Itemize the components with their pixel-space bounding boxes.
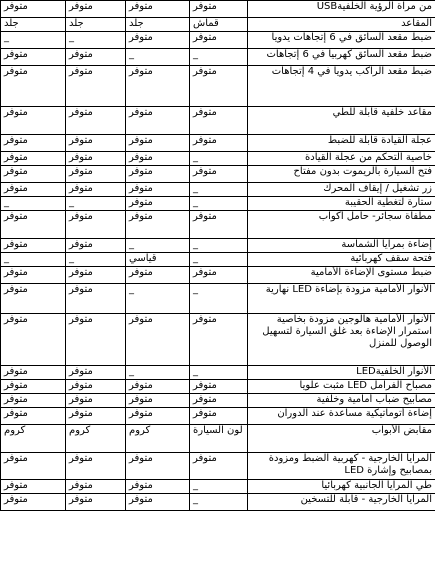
feature-cell: المرايا الخارجية - كهربية الضبط ومزودة بمصابيح وإشارة LED xyxy=(248,453,435,480)
value-cell: _ xyxy=(1,32,66,49)
table-row xyxy=(1,425,435,453)
value-cell: متوفر xyxy=(66,284,126,314)
feature-cell: فتح السيارة بالريموت بدون مفتاح xyxy=(248,166,435,183)
feature-cell: ستارة لتغطية الحقيبة xyxy=(248,197,435,211)
value-cell: متوفر xyxy=(1,453,66,480)
value-cell: متوفر xyxy=(190,408,248,425)
value-cell: متوفر xyxy=(66,394,126,408)
table-row xyxy=(1,1,435,18)
value-cell: كروم xyxy=(126,425,190,453)
value-cell: متوفر xyxy=(1,314,66,366)
feature-cell: فتحة سقف كهربائية xyxy=(248,253,435,267)
value-cell: متوفر xyxy=(126,394,190,408)
value-cell: _ xyxy=(190,480,248,494)
value-cell: _ xyxy=(190,152,248,166)
table-row xyxy=(1,239,435,253)
value-cell: _ xyxy=(126,284,190,314)
feature-cell: مصباح الفرامل LED مثبت علويا xyxy=(248,380,435,394)
value-cell: متوفر xyxy=(126,107,190,135)
feature-cell: مقابض الأبواب xyxy=(248,425,435,453)
feature-cell: مصابيح ضباب أمامية وخلفية xyxy=(248,394,435,408)
value-cell: جلد xyxy=(66,18,126,32)
feature-cell: الأنوار الأمامية هالوجين مزودة بخاصية استمرار الإضاءة بعد غلق السيارة لتسهيل الوصول للمنزل xyxy=(248,314,435,366)
value-cell: متوفر xyxy=(66,135,126,152)
value-cell: متوفر xyxy=(126,183,190,197)
feature-cell: الأنوار الخلفيةLED xyxy=(248,366,435,380)
value-cell: متوفر xyxy=(190,394,248,408)
value-cell: متوفر xyxy=(66,494,126,511)
features-table-body xyxy=(1,1,435,511)
value-cell: _ xyxy=(66,197,126,211)
value-cell: متوفر xyxy=(1,267,66,284)
feature-cell: إضاءة بمرايا الشماسة xyxy=(248,239,435,253)
value-cell: متوفر xyxy=(1,366,66,380)
value-cell: متوفر xyxy=(126,197,190,211)
value-cell: _ xyxy=(190,183,248,197)
value-cell: متوفر xyxy=(190,453,248,480)
value-cell: متوفر xyxy=(126,380,190,394)
value-cell: متوفر xyxy=(1,394,66,408)
feature-cell: زر تشغيل / إيقاف المحرك xyxy=(248,183,435,197)
value-cell: متوفر xyxy=(126,408,190,425)
value-cell: متوفر xyxy=(66,366,126,380)
value-cell: متوفر xyxy=(66,380,126,394)
table-row xyxy=(1,211,435,239)
value-cell: _ xyxy=(190,284,248,314)
feature-cell: من مرآة الرؤية الخلفيةUSB xyxy=(248,1,435,18)
feature-cell: ضبط مقعد الراكب يدويا في 4 إتجاهات xyxy=(248,66,435,107)
value-cell: متوفر xyxy=(190,135,248,152)
feature-cell: مقاعد خلفية قابلة للطي xyxy=(248,107,435,135)
table-row xyxy=(1,18,435,32)
value-cell: متوفر xyxy=(1,408,66,425)
feature-cell: عجلة القيادة قابلة للضبط xyxy=(248,135,435,152)
feature-cell: ضبط مقعد السائق كهربيا في 6 إتجاهات xyxy=(248,49,435,66)
value-cell: قياسي xyxy=(126,253,190,267)
feature-cell: ضبط مستوى الإضاءة الأمامية xyxy=(248,267,435,284)
value-cell: متوفر xyxy=(66,166,126,183)
table-row xyxy=(1,197,435,211)
table-row xyxy=(1,66,435,107)
value-cell: لون السيارة xyxy=(190,425,248,453)
value-cell: متوفر xyxy=(66,314,126,366)
value-cell: متوفر xyxy=(190,107,248,135)
value-cell: _ xyxy=(126,239,190,253)
value-cell: متوفر xyxy=(66,183,126,197)
table-row xyxy=(1,253,435,267)
feature-cell: ضبط مقعد السائق في 6 إتجاهات يدويا xyxy=(248,32,435,49)
feature-cell: الأنوار الأمامية مزودة بإضاءة LED نهارية xyxy=(248,284,435,314)
table-row xyxy=(1,135,435,152)
value-cell: متوفر xyxy=(1,183,66,197)
value-cell: متوفر xyxy=(190,32,248,49)
table-row xyxy=(1,166,435,183)
value-cell: متوفر xyxy=(1,380,66,394)
table-row xyxy=(1,494,435,511)
value-cell: متوفر xyxy=(190,1,248,18)
value-cell: متوفر xyxy=(126,453,190,480)
feature-cell: خاصية التحكم من عجلة القيادة xyxy=(248,152,435,166)
table-row xyxy=(1,152,435,166)
value-cell: _ xyxy=(190,253,248,267)
feature-cell: إضاءة أتوماتيكية مساعدة عند الدوران xyxy=(248,408,435,425)
table-row xyxy=(1,314,435,366)
value-cell: متوفر xyxy=(126,32,190,49)
value-cell: متوفر xyxy=(126,314,190,366)
value-cell: متوفر xyxy=(66,211,126,239)
value-cell: متوفر xyxy=(1,239,66,253)
value-cell: متوفر xyxy=(1,284,66,314)
value-cell: _ xyxy=(1,253,66,267)
value-cell: متوفر xyxy=(126,211,190,239)
value-cell: قماش xyxy=(190,18,248,32)
value-cell: _ xyxy=(190,49,248,66)
value-cell: _ xyxy=(66,253,126,267)
value-cell: متوفر xyxy=(66,408,126,425)
table-row xyxy=(1,453,435,480)
feature-cell: المرايا الخارجية - قابلة للتسخين xyxy=(248,494,435,511)
value-cell: متوفر xyxy=(1,49,66,66)
value-cell: متوفر xyxy=(66,66,126,107)
value-cell: متوفر xyxy=(1,152,66,166)
table-row xyxy=(1,49,435,66)
value-cell: متوفر xyxy=(190,166,248,183)
value-cell: متوفر xyxy=(1,135,66,152)
table-row xyxy=(1,284,435,314)
value-cell: _ xyxy=(190,366,248,380)
table-row xyxy=(1,107,435,135)
value-cell: متوفر xyxy=(1,66,66,107)
table-row xyxy=(1,32,435,49)
feature-cell: طي المرايا الجانبية كهربائيا xyxy=(248,480,435,494)
value-cell: متوفر xyxy=(126,152,190,166)
value-cell: متوفر xyxy=(66,480,126,494)
value-cell: متوفر xyxy=(1,166,66,183)
table-row xyxy=(1,366,435,380)
value-cell: متوفر xyxy=(190,267,248,284)
table-row xyxy=(1,183,435,197)
table-row xyxy=(1,394,435,408)
value-cell: _ xyxy=(190,197,248,211)
value-cell: متوفر xyxy=(66,239,126,253)
value-cell: متوفر xyxy=(1,494,66,511)
table-row xyxy=(1,267,435,284)
value-cell: متوفر xyxy=(190,314,248,366)
value-cell: متوفر xyxy=(126,267,190,284)
value-cell: متوفر xyxy=(126,135,190,152)
value-cell: _ xyxy=(1,197,66,211)
value-cell: متوفر xyxy=(66,453,126,480)
value-cell: متوفر xyxy=(190,66,248,107)
table-row xyxy=(1,380,435,394)
value-cell: متوفر xyxy=(1,1,66,18)
value-cell: كروم xyxy=(66,425,126,453)
value-cell: _ xyxy=(190,239,248,253)
value-cell: _ xyxy=(126,366,190,380)
feature-cell: مطفأة سجائر- حامل أكواب xyxy=(248,211,435,239)
value-cell: جلد xyxy=(126,18,190,32)
feature-cell: المقاعد xyxy=(248,18,435,32)
value-cell: متوفر xyxy=(1,211,66,239)
value-cell: متوفر xyxy=(66,267,126,284)
value-cell: متوفر xyxy=(1,107,66,135)
value-cell: متوفر xyxy=(126,494,190,511)
value-cell: كروم xyxy=(1,425,66,453)
table-row xyxy=(1,408,435,425)
value-cell: متوفر xyxy=(126,166,190,183)
value-cell: متوفر xyxy=(190,380,248,394)
value-cell: _ xyxy=(126,49,190,66)
table-row xyxy=(1,480,435,494)
value-cell: _ xyxy=(190,494,248,511)
value-cell: جلد xyxy=(1,18,66,32)
value-cell: _ xyxy=(66,32,126,49)
value-cell: متوفر xyxy=(126,1,190,18)
value-cell: متوفر xyxy=(66,152,126,166)
value-cell: متوفر xyxy=(190,211,248,239)
value-cell: متوفر xyxy=(66,49,126,66)
value-cell: متوفر xyxy=(66,1,126,18)
value-cell: متوفر xyxy=(126,66,190,107)
value-cell: متوفر xyxy=(126,480,190,494)
value-cell: متوفر xyxy=(66,107,126,135)
value-cell: متوفر xyxy=(1,480,66,494)
